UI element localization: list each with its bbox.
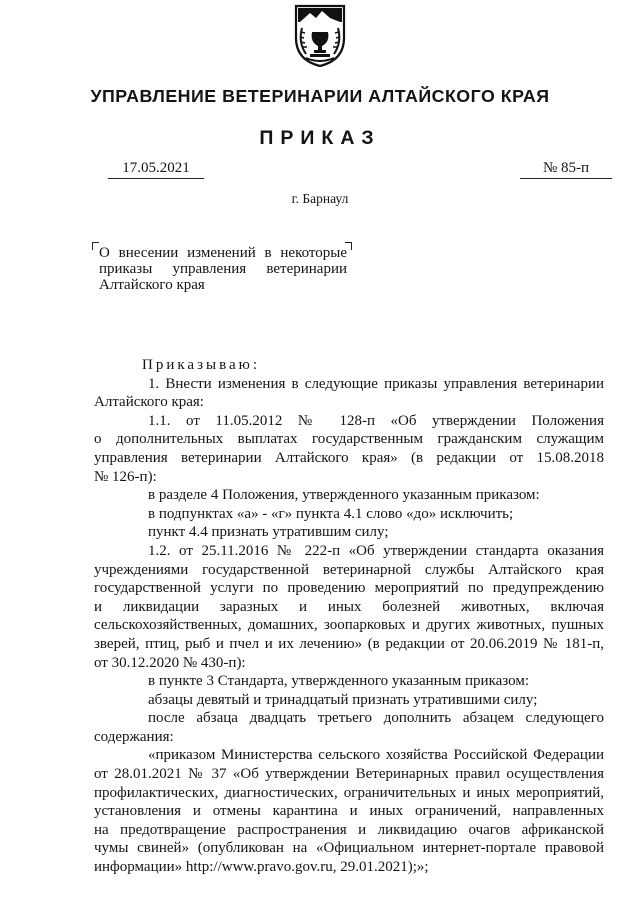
order-subject bbox=[99, 245, 347, 293]
subject-line: О внесении изменений в некоторые bbox=[99, 245, 347, 261]
subject-line: приказы управления ветеринарии bbox=[99, 261, 347, 277]
body-line: на предотвращение распространения и ликвидацию очагов африканской bbox=[94, 821, 604, 838]
subject-line: Алтайского края bbox=[99, 277, 205, 293]
body-line: после абзаца двадцать третьего дополнить абзацем следующего bbox=[148, 710, 604, 727]
body-line: в подпунктах «а» - «г» пункта 4.1 слово «до» исключить; bbox=[148, 505, 514, 522]
document-type-title: ПРИКАЗ bbox=[259, 127, 381, 149]
body-line: № 126-п): bbox=[94, 468, 157, 485]
order-date: 17.05.2021 bbox=[108, 160, 204, 179]
body-line: о дополнительных выплатах государственным гражданским служащим bbox=[94, 431, 604, 448]
body-line: и ликвидации заразных и иных болезней животных, включая bbox=[94, 598, 604, 615]
body-line: в разделе 4 Положения, утвержденного указанным приказом: bbox=[148, 487, 540, 504]
body-line: абзацы девятый и тринадцатый признать утратившими силу; bbox=[148, 691, 538, 708]
body-line: «приказом Министерства сельского хозяйства Российской Федерации bbox=[148, 747, 604, 764]
body-line: государственной услуги по проведению мероприятий по предупреждению bbox=[94, 580, 604, 597]
order-directive-word bbox=[94, 356, 604, 375]
body-line: содержания: bbox=[94, 728, 174, 745]
body-line: учреждениями государственной ветеринарной службы Алтайского края bbox=[94, 561, 604, 578]
body-line: чумы свиней» (опубликован на «Официальном интернет-портале правовой bbox=[94, 840, 604, 857]
body-line: пункт 4.4 признать утратившим силу; bbox=[148, 524, 389, 541]
body-line: сельскохозяйственных, домашних, зоопарковых и других животных, пушных bbox=[94, 617, 604, 634]
city-of-issue: г. Барнаул bbox=[291, 191, 349, 206]
body-line: Алтайского края: bbox=[94, 394, 204, 411]
body-line: информации» http://www.pravo.gov.ru, 29.01.2021);»; bbox=[94, 859, 429, 876]
body-line: от 30.12.2020 № 430-п): bbox=[94, 654, 246, 671]
order-directive-text: Приказываю: bbox=[142, 357, 260, 373]
emblem-graphic bbox=[292, 2, 348, 68]
body-line: 1. Внести изменения в следующие приказы управления ветеринарии bbox=[148, 375, 604, 392]
body-line: в пункте 3 Стандарта, утвержденного указанным приказом: bbox=[148, 673, 530, 690]
agency-name: УПРАВЛЕНИЕ ВЕТЕРИНАРИИ АЛТАЙСКОГО КРАЯ bbox=[90, 86, 550, 106]
body-line: 1.1. от 11.05.2012 № 128-п «Об утверждении Положения bbox=[148, 412, 604, 429]
body-line: от 28.01.2021 № 37 «Об утверждении Ветеринарных правил осуществления bbox=[94, 766, 604, 783]
body-line: управления ветеринарии Алтайского края» (в редакции от 15.08.2018 bbox=[94, 449, 604, 466]
order-body bbox=[94, 356, 604, 877]
body-line: установления и отмены карантина и иных ограничений, направленных bbox=[94, 803, 604, 820]
body-line: 1.2. от 25.11.2016 № 222-п «Об утверждении стандарта оказания bbox=[148, 542, 604, 559]
subject-bracket-left bbox=[92, 242, 99, 250]
order-number: № 85-п bbox=[520, 160, 612, 179]
body-line: профилактических, диагностических, ограничительных и иных мероприятий, bbox=[94, 784, 604, 801]
body-line: зверей, птиц, рыб и пчел и их лечению» (в редакции от 20.06.2019 № 181-п, bbox=[94, 635, 604, 652]
coat-of-arms-emblem bbox=[292, 2, 348, 73]
